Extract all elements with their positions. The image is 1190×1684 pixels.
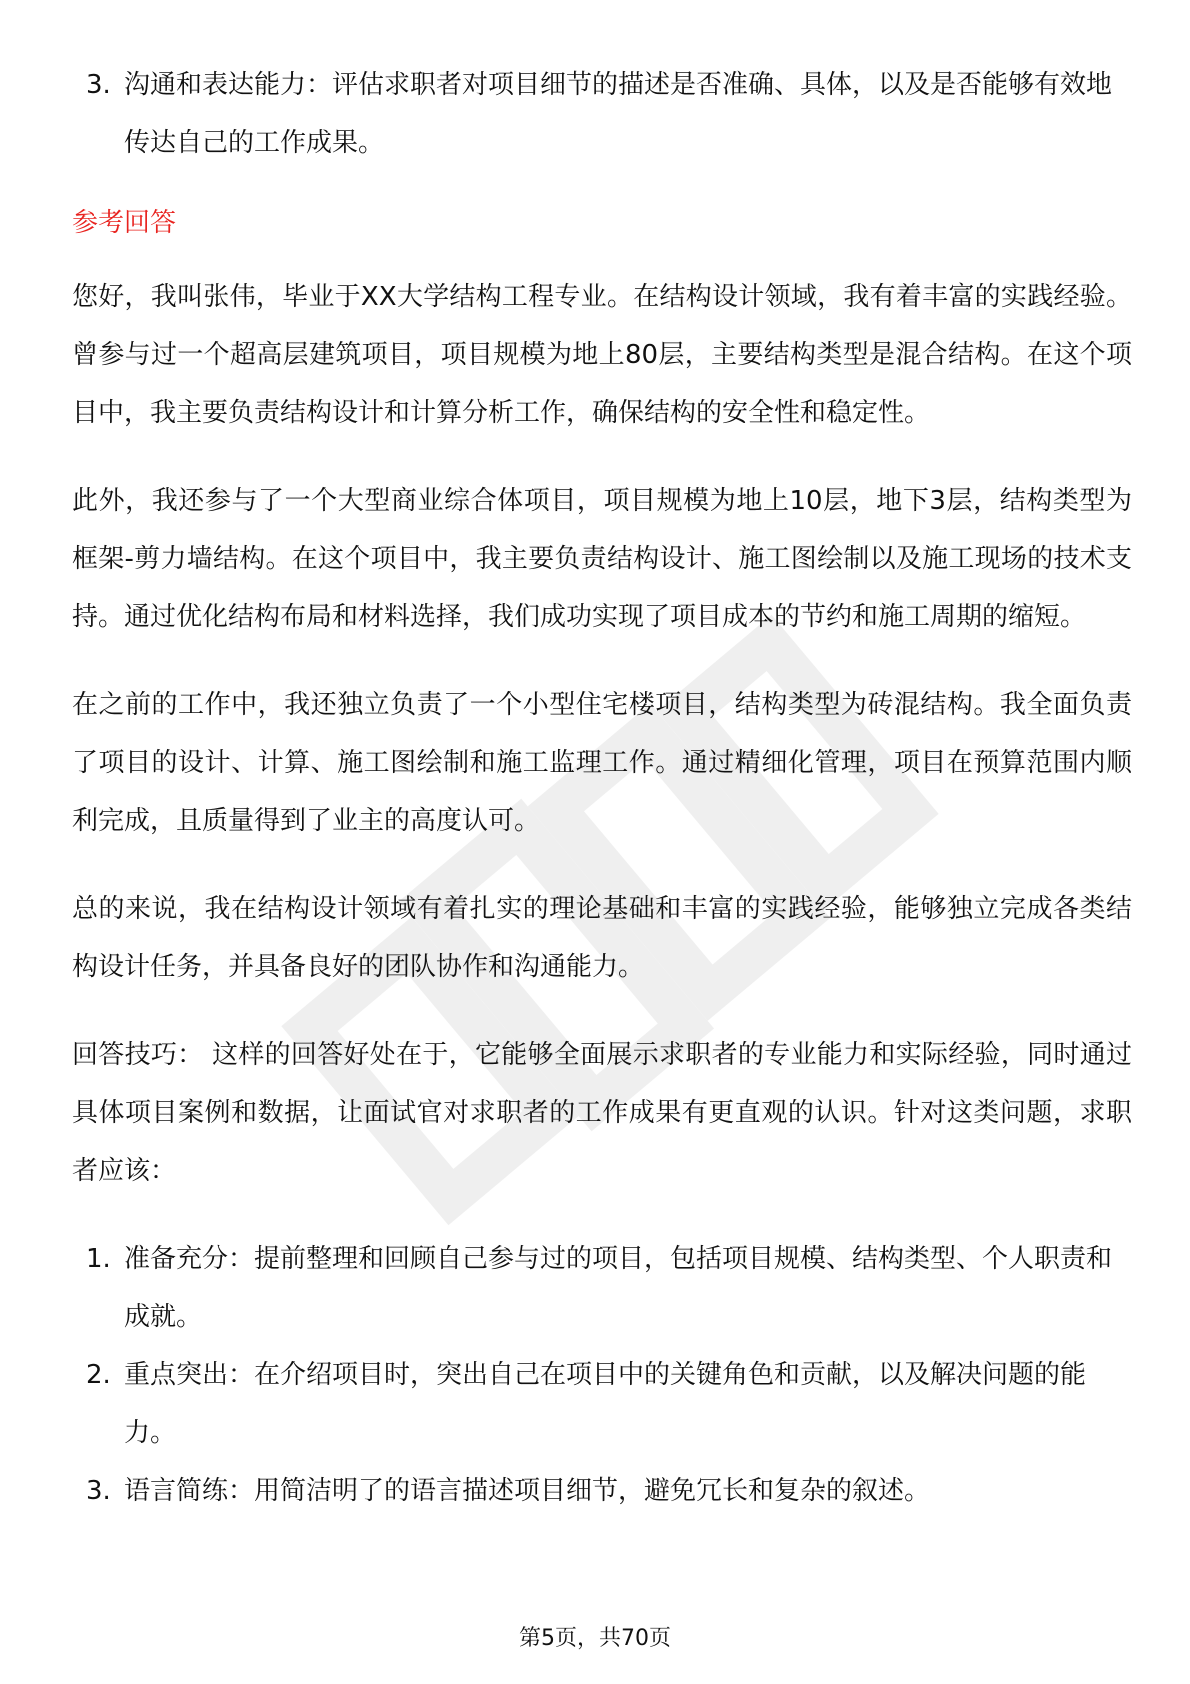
- paragraph-intro: 您好，我叫张伟，毕业于XX大学结构工程专业。在结构设计领域，我有着丰富的实践经验。曾参与过一个超高层建筑项目，项目规模为地上80层，主要结构类型是混合结构。在这个项目中，我主要负责结构设计和计算分析工作，确保结构的安全性和稳定性。: [72, 282, 1132, 428]
- list-text: 语言简练：用简洁明了的语言描述项目细节，避免冗长和复杂的叙述。: [124, 1476, 931, 1506]
- paragraph-commercial-project: 此外，我还参与了一个大型商业综合体项目，项目规模为地上10层，地下3层，结构类型为框架-剪力墙结构。在这个项目中，我主要负责结构设计、施工图绘制以及施工现场的技术支持。通过优化结构布局和材料选择，我们成功实现了项目成本的节约和施工周期的缩短。: [72, 486, 1132, 632]
- paragraph-summary: 总的来说，我在结构设计领域有着扎实的理论基础和丰富的实践经验，能够独立完成各类结构设计任务，并具备良好的团队协作和沟通能力。: [72, 894, 1132, 982]
- list-number: 3.: [86, 1476, 111, 1506]
- section-heading: 参考回答: [72, 208, 177, 238]
- list-number: 1.: [86, 1244, 111, 1274]
- list-number: 2.: [86, 1360, 111, 1390]
- list-number: 3.: [86, 70, 111, 100]
- content: [72, 56, 1132, 1520]
- list-text: 重点突出：在介绍项目时，突出自己在项目中的关键角色和贡献，以及解决问题的能力。: [124, 1360, 1087, 1448]
- list-item: [72, 1462, 1132, 1520]
- list-text: 沟通和表达能力：评估求职者对项目细节的描述是否准确、具体，以及是否能够有效地传达自己的工作成果。: [124, 70, 1113, 158]
- intro-list: [72, 56, 1132, 172]
- list-item: [72, 1230, 1132, 1346]
- list-item: [72, 1346, 1132, 1462]
- page-footer: 第5页，共70页: [519, 1626, 671, 1651]
- paragraph-residential-project: 在之前的工作中，我还独立负责了一个小型住宅楼项目，结构类型为砖混结构。我全面负责了项目的设计、计算、施工图绘制和施工监理工作。通过精细化管理，项目在预算范围内顺利完成，且质量得到了业主的高度认可。: [72, 690, 1132, 836]
- tips-list: [72, 1230, 1132, 1520]
- list-item: [72, 56, 1132, 172]
- paragraph-answer-tips: 回答技巧： 这样的回答好处在于，它能够全面展示求职者的专业能力和实际经验，同时通过具体项目案例和数据，让面试官对求职者的工作成果有更直观的认识。针对这类问题，求职者应该：: [72, 1040, 1132, 1186]
- list-text: 准备充分：提前整理和回顾自己参与过的项目，包括项目规模、结构类型、个人职责和成就。: [124, 1244, 1113, 1332]
